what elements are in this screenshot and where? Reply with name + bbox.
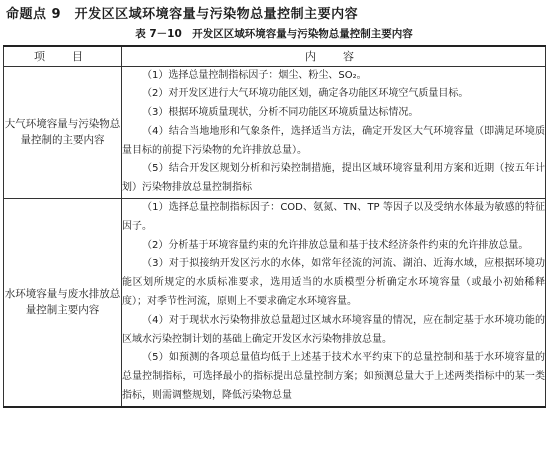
table-caption: 表 7－10 开发区区域环境容量与污染物总量控制主要内容 <box>135 28 413 40</box>
content-item: （5）如预测的各项总量值均低于上述基于技术水平约束下的总量控制和基于水环境容量的总量控制指标，可选择最小的指标提出总量控制方案；如预测总量大于上述两类指标中的某一类指标，则需调整规划，降低污染物总量 <box>122 352 545 402</box>
section-heading: 命题点 9 开发区区域环境容量与污染物总量控制主要内容 <box>6 7 359 22</box>
column-header-content: 内 容 <box>122 46 546 66</box>
content-item: （4）结合当地地形和气象条件，选择适当方法，确定开发区大气环境容量（即满足环境质量目标的前提下污染物的允许排放总量）。 <box>122 125 545 156</box>
content-item: （5）结合开发区规划分析和污染控制措施，提出区域环境容量利用方案和近期（按五年计划）污染物排放总量控制指标 <box>122 163 545 194</box>
content-table <box>3 45 546 408</box>
content-item: （3）根据环境质量现状，分析不同功能区环境质量达标情况。 <box>142 107 419 119</box>
table-row-air <box>4 66 546 199</box>
row-content-air <box>122 66 546 199</box>
content-item: （2）分析基于环境容量约束的允许排放总量和基于技术经济条件约束的允许排放总量。 <box>142 239 529 251</box>
column-header-item: 项 目 <box>4 46 122 66</box>
content-item: （1）选择总量控制指标因子：COD、氨氮、TN、TP 等因子以及受纳水体最为敏感的特征因子。 <box>122 202 545 232</box>
content-item: （3）对于拟接纳开发区污水的水体，如常年径流的河流、湖泊、近海水域，应根据环境功能区划所规定的水质标准要求，选用适当的水质模型分析确定水环境容量（或最小初始稀释度）；对季节性河流，原则上不要求确定水环境容量。 <box>122 258 545 308</box>
content-item: （1）选择总量控制指标因子：烟尘、粉尘、SO₂。 <box>142 69 367 81</box>
table-row-water <box>4 199 546 407</box>
content-item: （2）对开发区进行大气环境功能区划，确定各功能区环境空气质量目标。 <box>142 88 469 100</box>
row-content-water <box>122 199 546 407</box>
row-label-water: 水环境容量与废水排放总量控制主要内容 <box>4 199 122 407</box>
row-label-air: 大气环境容量与污染物总量控制的主要内容 <box>4 66 122 199</box>
table-header-row <box>4 46 546 66</box>
content-item: （4）对于现状水污染物排放总量超过区域水环境容量的情况，应在制定基于水环境功能的区域水污染控制计划的基础上确定开发区水污染物排放总量。 <box>122 314 545 345</box>
